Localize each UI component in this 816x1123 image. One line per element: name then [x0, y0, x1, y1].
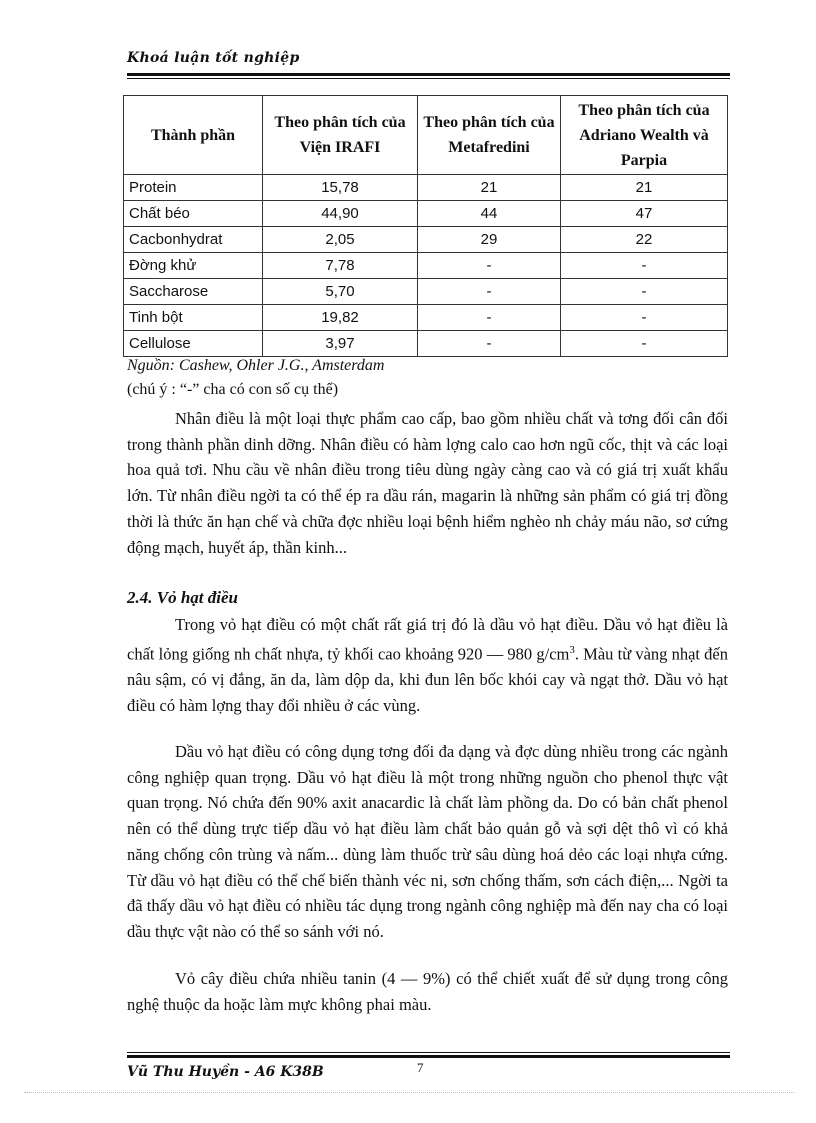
- header-rule-thin: [127, 78, 730, 79]
- cell-adriano: 47: [561, 201, 728, 227]
- table-row: [124, 227, 728, 253]
- paragraph-text: Vỏ cây điều chứa nhiều tanin (4 — 9%) có thể chiết xuất để sử dụng trong công nghệ thuộc da hoặc làm mực không phai màu.: [127, 969, 728, 1014]
- paragraph-bark-tannin: [127, 966, 728, 1017]
- page-edge-dotted-line: [24, 1092, 794, 1093]
- cell-irafi: 15,78: [263, 175, 418, 201]
- cell-metafredini: -: [418, 253, 561, 279]
- col-header-irafi: Theo phân tích của Viện IRAFI: [263, 96, 418, 175]
- col-header-component: Thành phần: [124, 96, 263, 175]
- superscript: 3: [569, 643, 575, 656]
- cell-component: Cellulose: [124, 331, 263, 357]
- footer-author: Vũ Thu Huyền - A6 K38B: [127, 1064, 324, 1080]
- paragraph-shell-oil-uses: [127, 739, 728, 945]
- footer-rule-thin: [127, 1052, 730, 1053]
- cell-irafi: 2,05: [263, 227, 418, 253]
- cell-component: Chất béo: [124, 201, 263, 227]
- cell-component: Tinh bột: [124, 305, 263, 331]
- table-row: [124, 279, 728, 305]
- cell-metafredini: -: [418, 331, 561, 357]
- page-number: 7: [417, 1060, 424, 1075]
- paragraph-cashew-kernel: [127, 406, 728, 560]
- cell-metafredini: -: [418, 279, 561, 305]
- col-header-metafredini: Theo phân tích của Metafredini: [418, 96, 561, 175]
- cell-metafredini: -: [418, 305, 561, 331]
- cell-metafredini: 21: [418, 175, 561, 201]
- cell-component: Đờng khử: [124, 253, 263, 279]
- cell-irafi: 19,82: [263, 305, 418, 331]
- cell-adriano: -: [561, 331, 728, 357]
- cell-irafi: 7,78: [263, 253, 418, 279]
- cell-component: Saccharose: [124, 279, 263, 305]
- paragraph-shell-oil: [127, 612, 728, 718]
- paragraph-text: Dầu vỏ hạt điều có công dụng tơng đối đa dạng và đợc dùng nhiều trong các ngành công nghiệp quan trọng. Dầu vỏ hạt điều là một trong những nguồn cho phenol thực vật quan trọng. Nó chứa đến 90% axit anacardic là chất làm phồng da. Do có bản chất phenol nên có thể dùng trực tiếp dầu vỏ hạt điều làm chất bảo quản gỗ và sợi dệt thô vì có khả năng chống côn trùng và nấm... dùng làm thuốc trừ sâu dùng hoá dẻo các loại nhựa cứng. Từ dầu vỏ hạt điều có thể chế biến thành véc ni, sơn chống thấm, sơn cách điện,... Ngời ta đã thấy dầu vỏ hạt điều có nhiều tác dụng trong ngành công nghiệp mà đến nay cha có loại dầu thực vật nào có thể so sánh với nó.: [127, 742, 728, 941]
- paragraph-text: . Màu từ vàng nhạt đến nâu sậm, có vị đắng, ăn da, làm dộp da, khi đun lên bốc khói cay và ngạt thở. Dầu vỏ hạt điều có hàm lợng thay đổi nhiều ở các vùng.: [127, 644, 729, 715]
- cell-adriano: -: [561, 305, 728, 331]
- section-heading: 2.4. Vỏ hạt điều: [127, 588, 238, 607]
- cell-metafredini: 44: [418, 201, 561, 227]
- paragraph-text: Nhân điều là một loại thực phẩm cao cấp, bao gồm nhiều chất và tơng đối cân đối trong thành phần dinh dỡng. Nhân điều có hàm lợng calo cao hơn ngũ cốc, thịt và các loại hoa quả tơi. Nhu cầu về nhân điều trong tiêu dùng ngày càng cao và có giá trị xuất khẩu lớn. Từ nhân điều ngời ta có thể ép ra dầu rán, magarin là những sản phẩm có giá trị đồng thời là thức ăn hạn chế và chữa đợc nhiều loại bệnh hiểm nghèo nh chảy máu não, sơ cứng động mạch, huyết áp, thần kinh...: [127, 409, 728, 557]
- cell-irafi: 5,70: [263, 279, 418, 305]
- cell-component: Protein: [124, 175, 263, 201]
- cell-metafredini: 29: [418, 227, 561, 253]
- cell-adriano: -: [561, 279, 728, 305]
- header-rule-thick: [127, 73, 730, 76]
- paragraph-text: Trong vỏ hạt điều có một chất rất giá trị đó là dầu vỏ hạt điều. Dầu vỏ hạt điều là chất lỏng giống nh chất nhựa, tỷ khối cao khoảng 920 — 980 g/cm: [127, 615, 728, 664]
- cell-irafi: 44,90: [263, 201, 418, 227]
- composition-table: [123, 95, 728, 357]
- table-row: [124, 175, 728, 201]
- cell-adriano: 21: [561, 175, 728, 201]
- cell-irafi: 3,97: [263, 331, 418, 357]
- table-note: (chú ý : “-” cha có con số cụ thể): [127, 381, 339, 398]
- table-header-row: [124, 96, 728, 175]
- cell-component: Cacbonhydrat: [124, 227, 263, 253]
- table-source: Nguồn: Cashew, Ohler J.G., Amsterdam: [127, 357, 385, 374]
- header-title: Khoá luận tốt nghiệp: [127, 50, 300, 66]
- cell-adriano: 22: [561, 227, 728, 253]
- table-row: [124, 305, 728, 331]
- table-row: [124, 331, 728, 357]
- cell-adriano: -: [561, 253, 728, 279]
- table-row: [124, 201, 728, 227]
- col-header-adriano: Theo phân tích của Adriano Wealth và Parpia: [561, 96, 728, 175]
- footer-rule-thick: [127, 1055, 730, 1058]
- table-row: [124, 253, 728, 279]
